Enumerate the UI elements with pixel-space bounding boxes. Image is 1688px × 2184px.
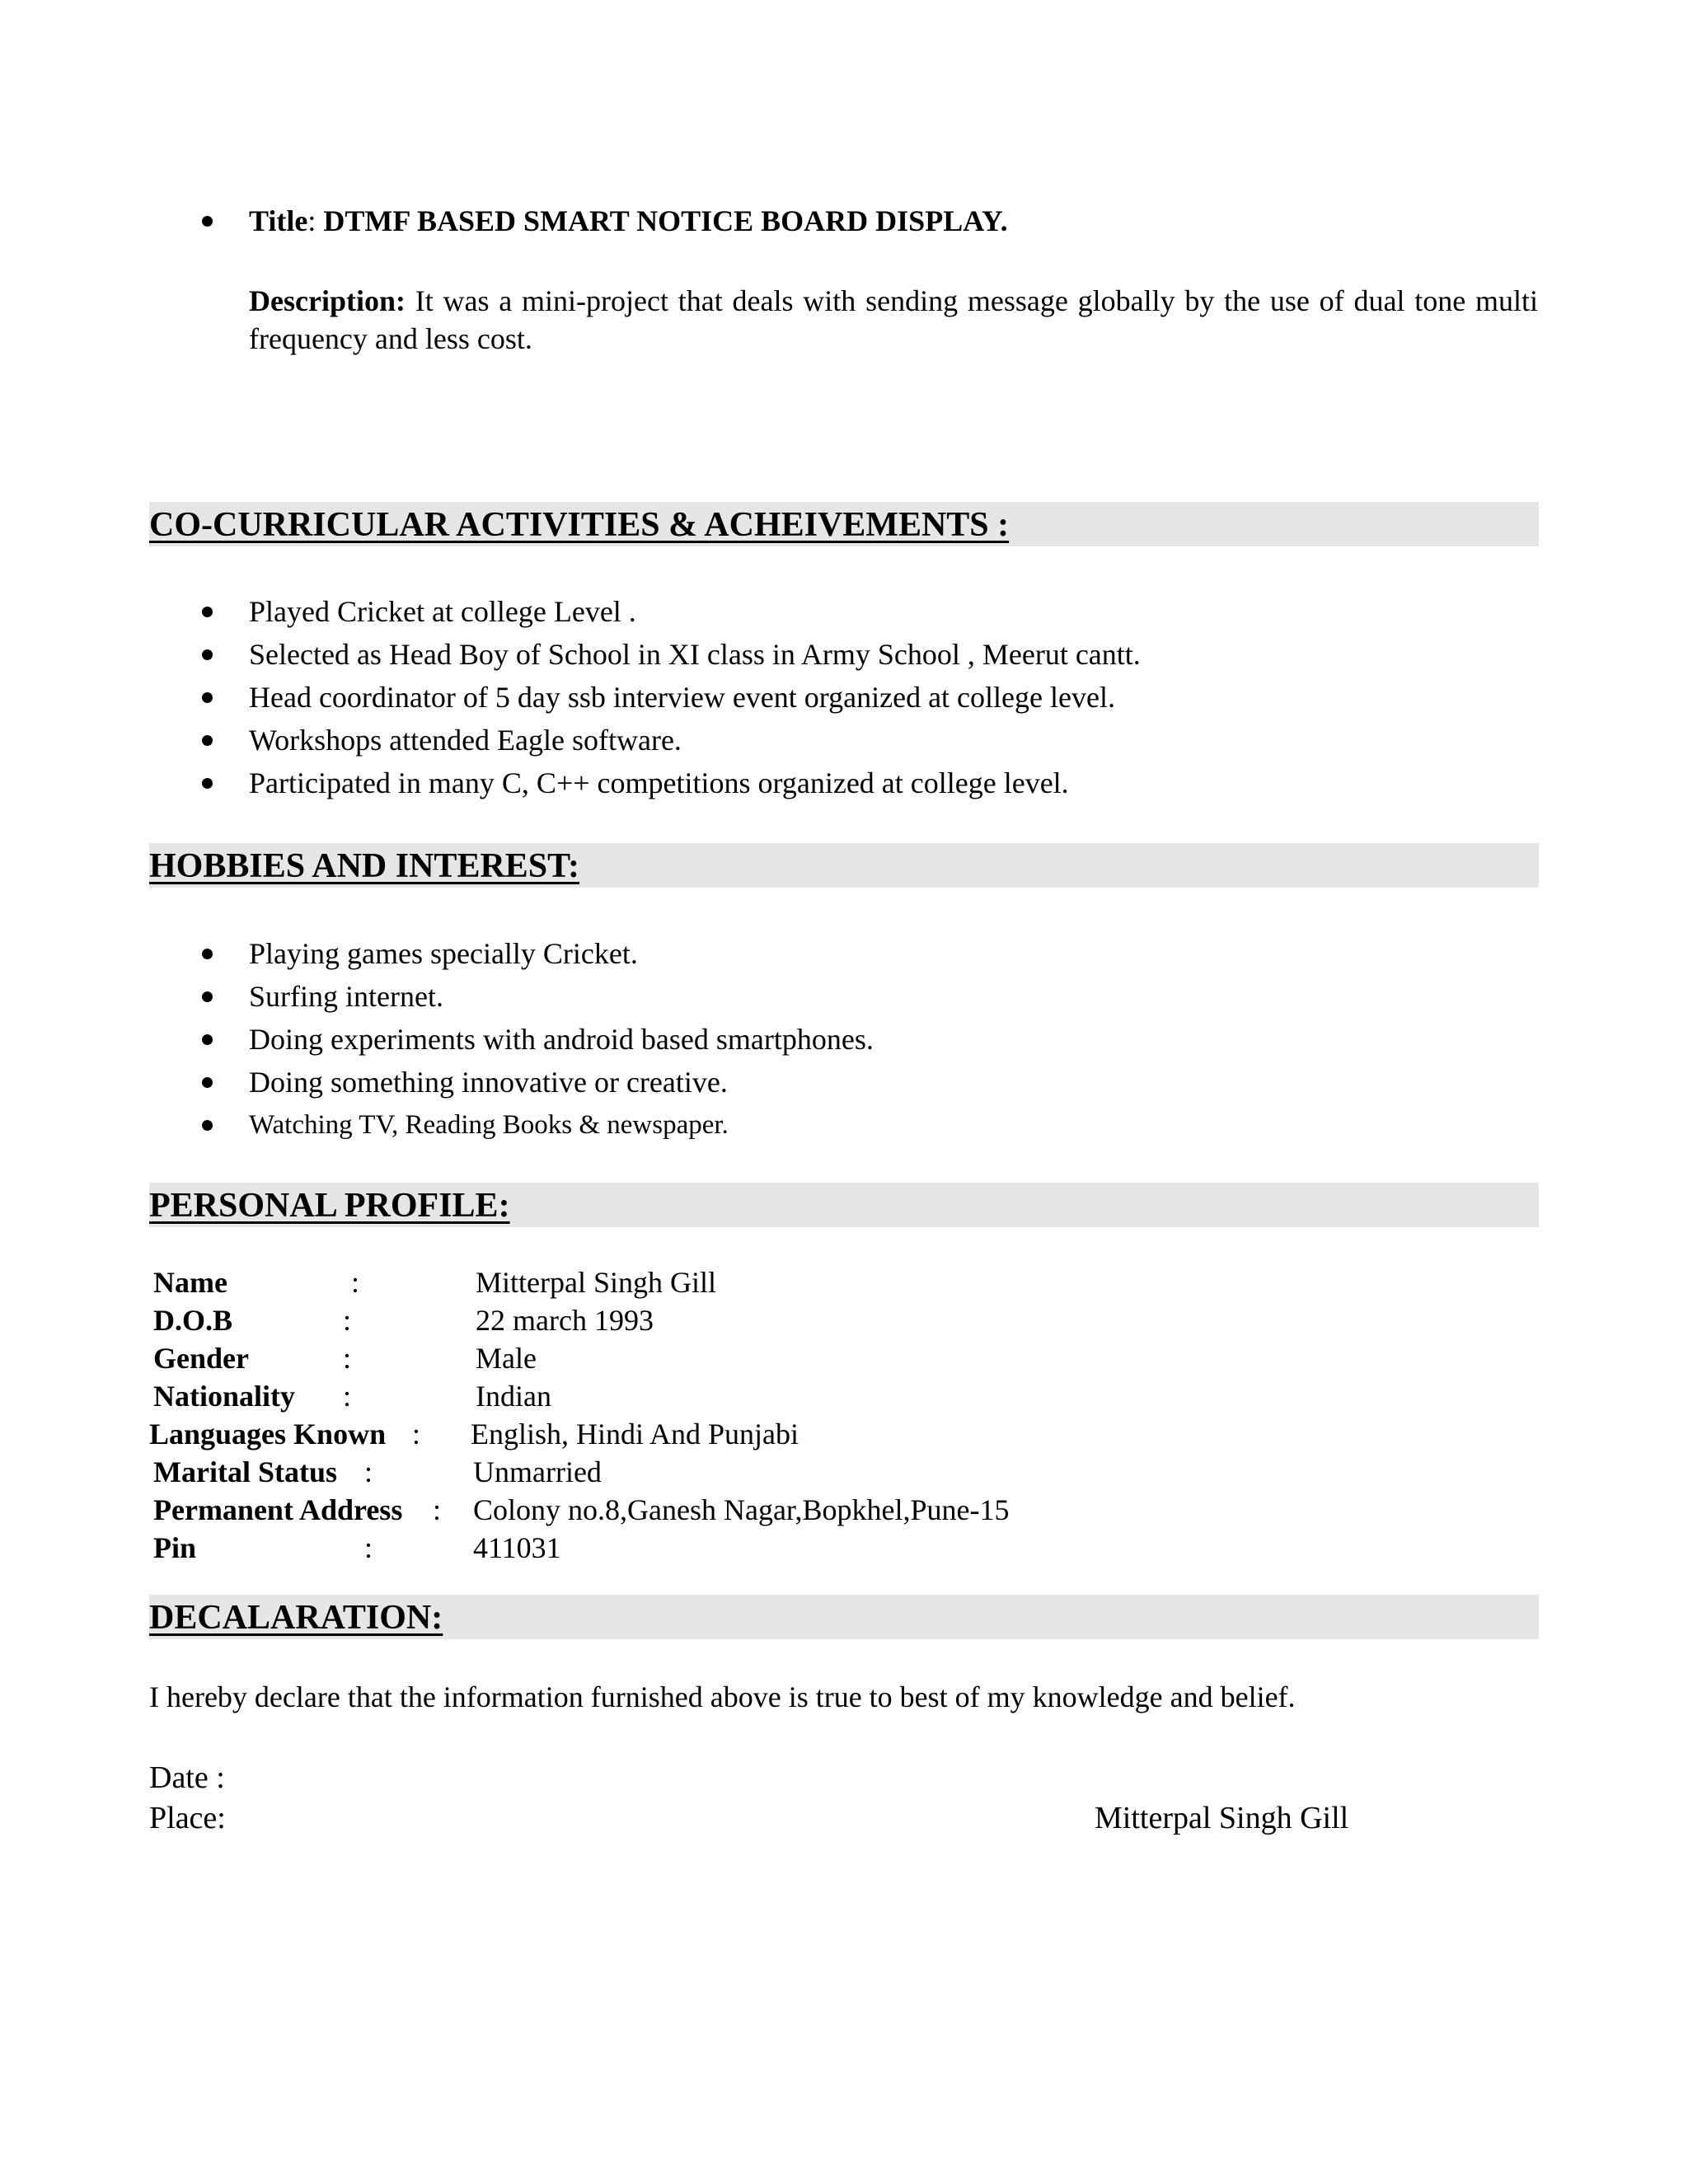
bullet-icon bbox=[202, 1034, 213, 1045]
profile-value-dob: 22 march 1993 bbox=[476, 1304, 654, 1337]
list-item-label: Participated in many C, C++ competitions organized at college level. bbox=[249, 766, 1069, 799]
project-description-label: Description: bbox=[249, 284, 406, 317]
declaration-text: I hereby declare that the information furnished above is true to best of my knowledge and belief. bbox=[149, 1680, 1296, 1713]
bullet-icon bbox=[202, 735, 213, 746]
profile-value-name: Mitterpal Singh Gill bbox=[476, 1266, 716, 1299]
profile-sep: : bbox=[343, 1342, 352, 1375]
profile-key-marital-status: Marital Status bbox=[153, 1455, 337, 1488]
bullet-icon bbox=[202, 692, 213, 703]
profile-sep: : bbox=[433, 1493, 442, 1526]
profile-sep: : bbox=[364, 1531, 373, 1564]
profile-key-dob: D.O.B bbox=[153, 1304, 233, 1337]
list-item-label: Doing something innovative or creative. bbox=[249, 1066, 728, 1099]
profile-value-gender: Male bbox=[476, 1342, 537, 1375]
declaration-heading: DECALARATION: bbox=[149, 1599, 443, 1637]
project-bullet bbox=[202, 216, 213, 227]
project-description-text: It was a mini-project that deals with sending message globally by the use of dual tone multi frequency and less cost. bbox=[249, 284, 1538, 355]
hobbies-section-header bbox=[149, 843, 1539, 888]
list-item-label: Selected as Head Boy of School in XI class in Army School , Meerut cantt. bbox=[249, 638, 1141, 671]
hobbies-heading: HOBBIES AND INTEREST: bbox=[149, 847, 580, 885]
profile-value-pin: 411031 bbox=[473, 1531, 561, 1564]
project-title-label: Title bbox=[249, 204, 308, 237]
place-label: Place: bbox=[149, 1801, 226, 1835]
bullet-icon bbox=[202, 949, 213, 959]
bullet-icon bbox=[202, 1077, 213, 1088]
project-title-sep: : bbox=[307, 204, 324, 237]
profile-sep: : bbox=[364, 1455, 373, 1488]
project-title-line bbox=[249, 203, 1008, 239]
list-item-label: Workshops attended Eagle software. bbox=[249, 724, 682, 757]
profile-value-nationality: Indian bbox=[476, 1380, 551, 1413]
bullet-icon bbox=[202, 991, 213, 1002]
profile-key-address: Permanent Address bbox=[153, 1493, 403, 1526]
profile-key-pin: Pin bbox=[153, 1531, 197, 1564]
profile-section-header bbox=[149, 1183, 1539, 1227]
profile-sep: : bbox=[343, 1380, 352, 1413]
profile-sep: : bbox=[412, 1418, 421, 1451]
bullet-icon bbox=[202, 778, 213, 789]
profile-key-gender: Gender bbox=[153, 1342, 249, 1375]
list-item-label: Head coordinator of 5 day ssb interview event organized at college level. bbox=[249, 681, 1115, 714]
cocurricular-heading: CO-CURRICULAR ACTIVITIES & ACHEIVEMENTS : bbox=[149, 506, 1010, 544]
list-item-label: Playing games specially Cricket. bbox=[249, 937, 638, 970]
profile-key-languages: Languages Known bbox=[149, 1418, 387, 1451]
profile-value-marital-status: Unmarried bbox=[473, 1455, 602, 1488]
profile-sep: : bbox=[343, 1304, 352, 1337]
profile-sep: : bbox=[351, 1266, 360, 1299]
profile-key-name: Name bbox=[153, 1266, 227, 1299]
project-description bbox=[249, 282, 1538, 358]
bullet-icon bbox=[202, 649, 213, 660]
bullet-icon bbox=[202, 607, 213, 617]
profile-value-languages: English, Hindi And Punjabi bbox=[471, 1418, 799, 1451]
project-title-value: DTMF BASED SMART NOTICE BOARD DISPLAY. bbox=[323, 204, 1008, 237]
cocurricular-section-header bbox=[149, 502, 1539, 546]
list-item-label: Watching TV, Reading Books & newspaper. bbox=[249, 1110, 729, 1140]
signature-name: Mitterpal Singh Gill bbox=[1095, 1801, 1349, 1835]
profile-heading: PERSONAL PROFILE: bbox=[149, 1187, 510, 1225]
declaration-section-header bbox=[149, 1595, 1539, 1639]
list-item-label: Doing experiments with android based smartphones. bbox=[249, 1023, 874, 1056]
list-item-label: Played Cricket at college Level . bbox=[249, 595, 636, 628]
date-label: Date : bbox=[149, 1760, 225, 1795]
bullet-icon bbox=[202, 1120, 213, 1131]
profile-value-address: Colony no.8,Ganesh Nagar,Bopkhel,Pune-15 bbox=[473, 1493, 1010, 1526]
profile-key-nationality: Nationality bbox=[153, 1380, 296, 1413]
list-item-label: Surfing internet. bbox=[249, 980, 443, 1013]
